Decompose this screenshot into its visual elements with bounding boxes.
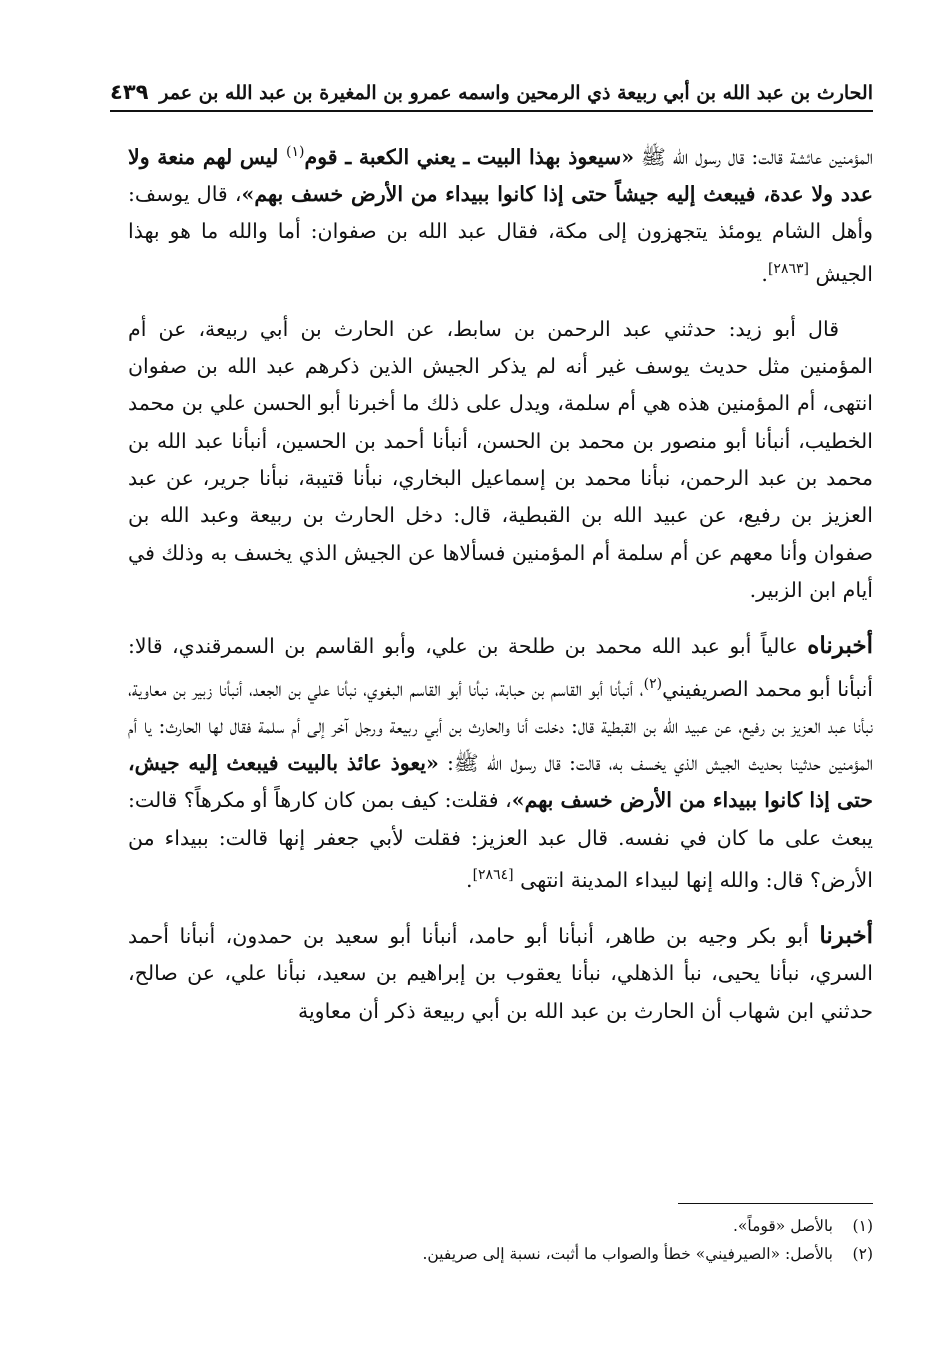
hadith-quote: «سيعوذ بهذا البيت ـ يعني الكعبة ـ قوم (304, 144, 635, 169)
text-span: ، فقلت: كيف بمن كان كارهاً أو مكرهاً؟ قالت: يبعث على ما كان في نفسه. قال عبد العزيز: فقلت لأبي جعفر إنها قالت: ببيداء من الأرض؟ قال: والله إنها لبيداء المدينة انتهى (128, 788, 873, 892)
text-span: المؤمنين عائشة قالت: قال رسول الله ﷺ (634, 144, 874, 169)
text-span: ، قال يوسف: وأهل الشام يومئذ يتجهزون إلى مكة، فقال عبد الله بن صفوان: أما والله ما هو بهذا الجيش (128, 182, 873, 286)
paragraph-3 (128, 627, 873, 899)
footnote-1 (128, 1212, 873, 1240)
paragraph-lead-word: أخبرناه (807, 632, 873, 660)
text-span: أبو بكر وجيه بن طاهر، أنبأنا أبو حامد، أنبأنا أبو سعيد بن حمدون، أنبأنا أحمد السري، نبأنا يحيى، نبأ الذهلي، نبأنا يعقوب بن إبراهيم بن سعيد، نبأنا علي، عن صالح، حدثني ابن شهاب أن الحارث بن عبد الله بن أبي ربيعة ذكر أن معاوية (128, 923, 873, 1023)
footnote-text: بالأصل: «الصيرفيني» خطأ والصواب ما أثبت، نسبة إلى صريفين. (422, 1245, 833, 1263)
footnote-divider (678, 1203, 873, 1204)
text-span: . (761, 261, 768, 286)
footnotes (128, 1212, 873, 1268)
page-header (110, 64, 873, 112)
footnote-number: (١) (852, 1217, 873, 1235)
main-text (128, 134, 873, 1048)
hadith-quote: «يعوذ عائذ بالبيت فيبعث إليه جيش، حتى إذا كانوا ببيداء من الأرض خسف بهم» (128, 750, 873, 813)
footnote-2 (128, 1240, 873, 1268)
hadith-quote-cont: ليس لهم منعة ولا عدد ولا عدة، فيبعث إليه جيشاً حتى إذا كانوا ببيداء من الأرض خسف بهم» (128, 144, 873, 207)
text-span: ، أنبأنا أبو القاسم بن حبابة، نبأنا أبو القاسم البغوي، نبأنا علي بن الجعد، أنبأنا زبير بن معاوية، نبأنا عبد العزيز بن رفيع، عن عبيد الله بن القبطية قال: دخلت أنا والحارث بن أبي ربيعة ورجل آخر إلى أم سلمة فقال لها الحارث: يا أم المؤمنين حدثينا بحديث الجيش الذي يخسف به، قالت: قال رسول الله ﷺ: (128, 676, 873, 775)
paragraph-1 (128, 134, 873, 293)
hadith-reference-number: [٢٨٦٤] (472, 866, 514, 883)
paragraph-2: قال أبو زيد: حدثني عبد الرحمن بن سابط، عن الحارث بن أبي ربيعة، عن أم المؤمنين مثل حديث يوسف غير أنه لم يذكر الجيش الذين ذكرهم عبد الله بن صفوان انتهى، أم المؤمنين هذه هي أم سلمة، ويدل على ذلك ما أخبرنا أبو الحسن علي بن محمد الخطيب، أنبأنا أبو منصور بن محمد بن الحسن، أنبأنا أحمد بن الحسين، أنبأنا عبد الله بن محمد بن عبد الرحمن، نبأنا محمد بن إسماعيل البخاري، نبأنا قتيبة، نبأنا جرير، عن عبد العزيز بن رفيع، عن عبيد الله بن القبطية، قال: دخل الحارث بن ربيعة وعبد الله بن صفوان وأنا معهم عن أم سلمة أم المؤمنين فسألاها عن الجيش الذي يخسف به وذلك في أيام ابن الزبير. (128, 316, 873, 602)
footnote-marker: (٢) (643, 675, 663, 692)
running-title: الحارث بن عبد الله بن أبي ربيعة ذي الرمحين واسمه عمرو بن المغيرة بن عبد الله بن عمر (159, 82, 873, 104)
text-span: . (466, 867, 473, 892)
text-span: عالياً أبو عبد الله محمد بن طلحة بن علي، وأبو القاسم بن السمرقندي، قالا: أنبأنا أبو محمد الصريفيني (128, 634, 874, 701)
footnote-text: بالأصل «قوماً». (732, 1217, 833, 1235)
hadith-reference-number: [٢٨٦٣] (767, 260, 809, 277)
paragraph-4 (128, 917, 873, 1030)
paragraph-lead-word: أخبرنا (819, 921, 873, 949)
footnote-number: (٢) (852, 1245, 873, 1263)
page-number: ٤٣٩ (110, 80, 149, 104)
footnote-marker: (١) (286, 144, 305, 160)
